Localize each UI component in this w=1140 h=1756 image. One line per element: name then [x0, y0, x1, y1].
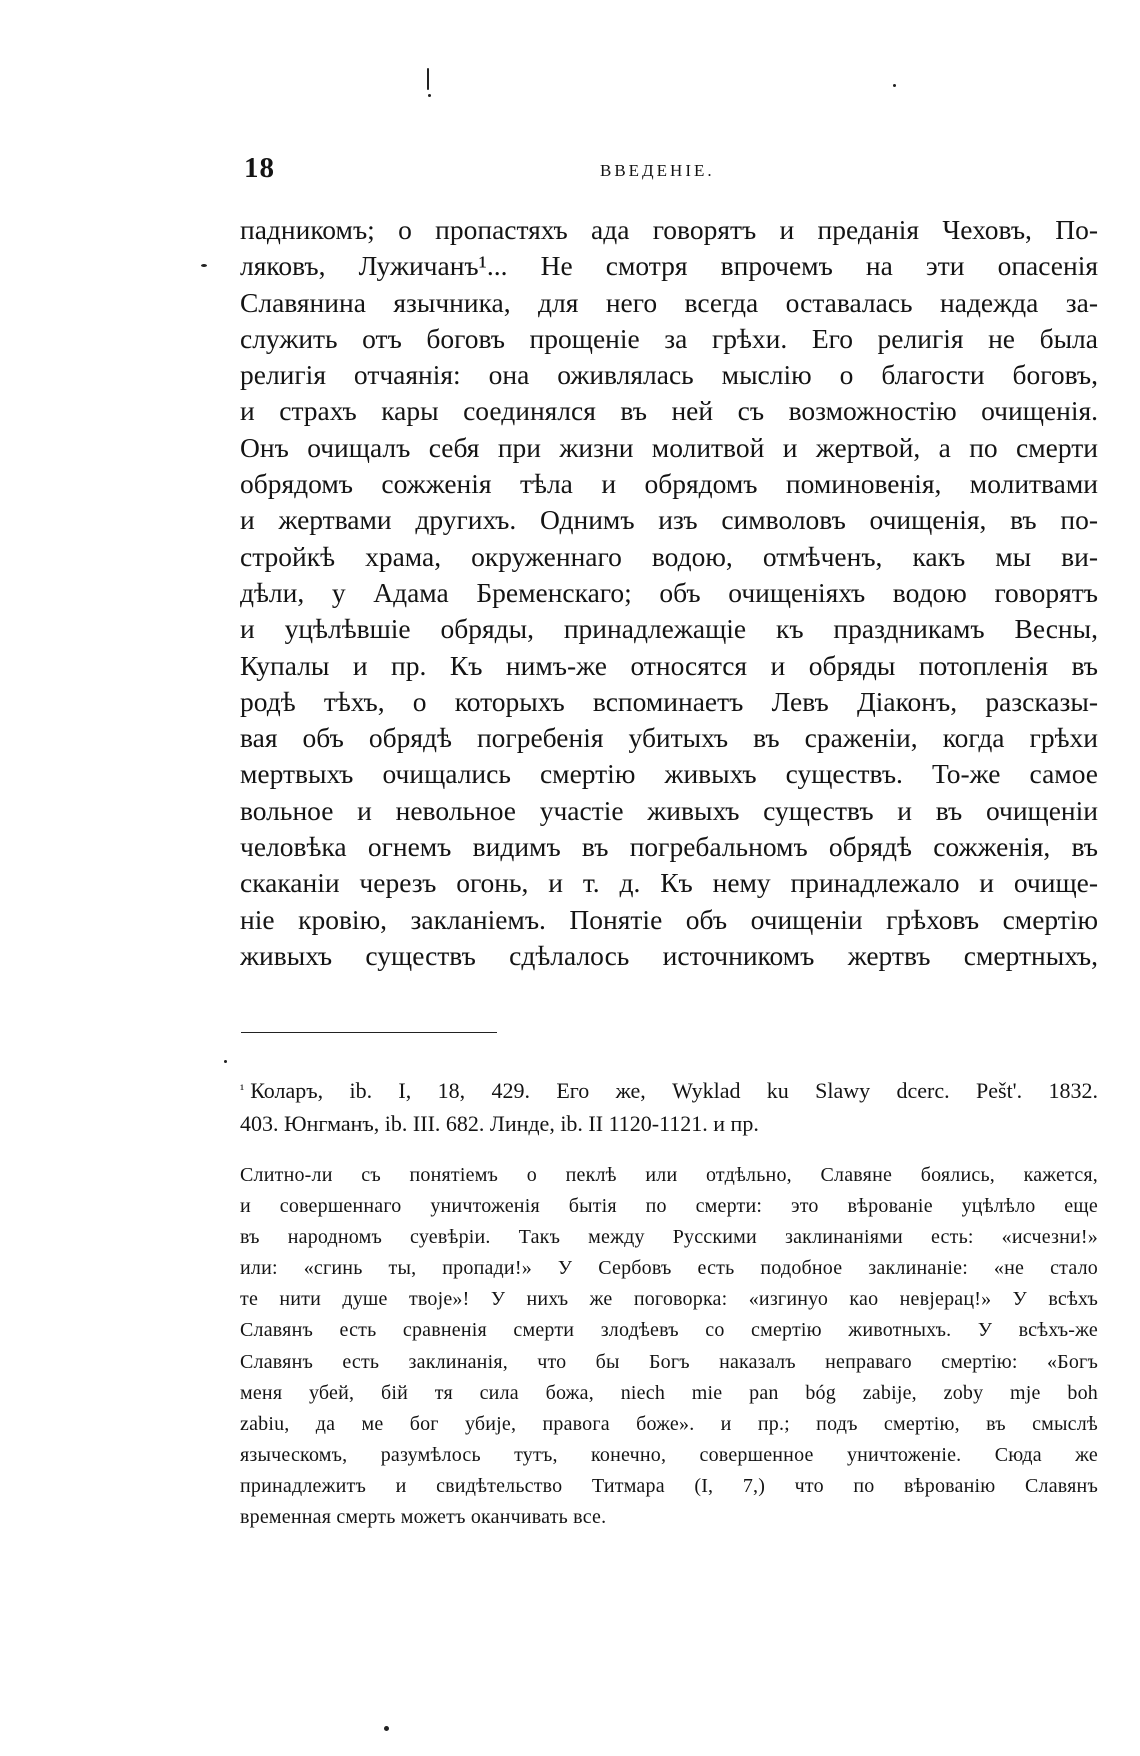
text-line: обрядомъ сожженія тѣла и обрядомъ поминовенія, молитвами	[240, 468, 1098, 500]
note-line: и совершеннаго уничтоженія бытія по смерти: это вѣрованіе уцѣлѣло еще	[240, 1195, 1098, 1218]
text-line: стройкѣ храма, окруженнаго водою, отмѣченъ, какъ мы ви-	[240, 540, 1098, 572]
print-speck	[427, 68, 429, 90]
print-speck	[428, 94, 431, 97]
text-line: дѣли, у Адама Бременскаго; объ очищеніяхъ водою говорятъ	[240, 576, 1098, 608]
print-speck	[201, 264, 207, 267]
text-line: ляковъ, Лужичанъ¹... Не смотря впрочемъ на эти опасенія	[240, 250, 1098, 282]
footnote-line: 403. Юнгманъ, ib. III. 682. Линде, ib. II 1120-1121. и пр.	[240, 1111, 759, 1136]
text-line: и уцѣлѣвшіе обряды, принадлежащіе къ праздникамъ Весны,	[240, 613, 1098, 645]
text-line: живыхъ существъ сдѣлалось источникомъ жертвъ смертныхъ,	[240, 939, 1098, 971]
note-line: временная смерть можетъ оканчивать все.	[240, 1506, 607, 1529]
text-line: ніе кровію, закланіемъ. Понятіе объ очищеніи грѣховъ смертію	[240, 903, 1098, 935]
note-line: принадлежитъ и свидѣтельство Титмара (I, 7,) что по вѣрованію Славянъ	[240, 1474, 1098, 1497]
note-line: меня убей, бій тя сила божа, niech mie pan bóg zabije, zoby mje boh	[240, 1381, 1098, 1404]
note-line: или: «сгинь ты, пропади!» У Сербовъ есть подобное заклинаніе: «не стало	[240, 1257, 1098, 1280]
print-speck	[224, 1060, 227, 1063]
text-line: родѣ тѣхъ, о которыхъ вспоминаетъ Левъ Діаконъ, разсказы-	[240, 685, 1098, 717]
text-line: и жертвами другихъ. Однимъ изъ символовъ очищенія, въ по-	[240, 504, 1098, 536]
print-speck	[893, 84, 896, 87]
text-line: и страхъ кары соединялся въ ней съ возможностію очищенія.	[240, 395, 1098, 427]
text-line: вая объ обрядѣ погребенія убитыхъ въ сраженіи, когда грѣхи	[240, 722, 1098, 754]
text-line: скаканіи черезъ огонь, и т. д. Къ нему принадлежало и очище-	[240, 867, 1098, 899]
footnote-line	[240, 1074, 1098, 1107]
footnote-text: Коларъ, ib. I, 18, 429. Его же, Wyklad ku Slawy dcerc. Pešt'. 1832.	[250, 1078, 1098, 1103]
text-line: Онъ очищалъ себя при жизни молитвой и жертвой, а по смерти	[240, 431, 1098, 463]
print-speck	[384, 1726, 389, 1731]
note-line: те нити душе твоjе»! У нихъ же поговорка: «изгинуо као невjерац!» У всѣхъ	[240, 1288, 1098, 1311]
page-header	[244, 152, 1096, 192]
text-line: религія отчаянія: она оживлялась мыслію о благости боговъ,	[240, 359, 1098, 391]
running-title: ВВЕДЕНІЕ.	[600, 161, 715, 180]
note-line: Славянъ есть сравненія смерти злодѣевъ со смертію животныхъ. У всѣхъ-же	[240, 1319, 1098, 1342]
footnote-marker: ¹	[240, 1083, 245, 1098]
footnote	[240, 1074, 1098, 1140]
main-text	[240, 212, 1098, 974]
text-line: служить отъ боговъ прощеніе за грѣхи. Его религія не была	[240, 322, 1098, 354]
page-number: 18	[244, 152, 275, 184]
text-line: мертвыхъ очищались смертію живыхъ существъ. То-же самое	[240, 758, 1098, 790]
text-line: Славянина язычника, для него всегда оставалась надежда за-	[240, 286, 1098, 318]
text-line: вольное и невольное участіе живыхъ существъ и въ очищеніи	[240, 794, 1098, 826]
text-line: человѣка огнемъ видимъ въ погребальномъ обрядѣ сожженія, въ	[240, 831, 1098, 863]
text-line: Купалы и пр. Къ нимъ-же относятся и обряды потопленія въ	[240, 649, 1098, 681]
note-line: Славянъ есть заклинанія, что бы Богъ наказалъ неправаго смертію: «Богъ	[240, 1350, 1098, 1373]
note-line: zabiu, да ме бог убиjе, правога боже». и пр.; подъ смертію, въ смыслѣ	[240, 1412, 1098, 1435]
note-line: въ народномъ суевѣріи. Такъ между Русскими заклинаніями есть: «исчезни!»	[240, 1226, 1098, 1249]
footnote-divider	[241, 1032, 497, 1033]
note-line: языческомъ, разумѣлось тутъ, конечно, совершенное уничтоженіе. Сюда же	[240, 1443, 1098, 1466]
extended-note	[240, 1160, 1098, 1533]
text-line: падникомъ; о пропастяхъ ада говорятъ и преданія Чеховъ, По-	[240, 214, 1098, 245]
note-line: Слитно-ли съ понятіемъ о пеклѣ или отдѣльно, Славяне боялись, кажется,	[240, 1164, 1098, 1186]
